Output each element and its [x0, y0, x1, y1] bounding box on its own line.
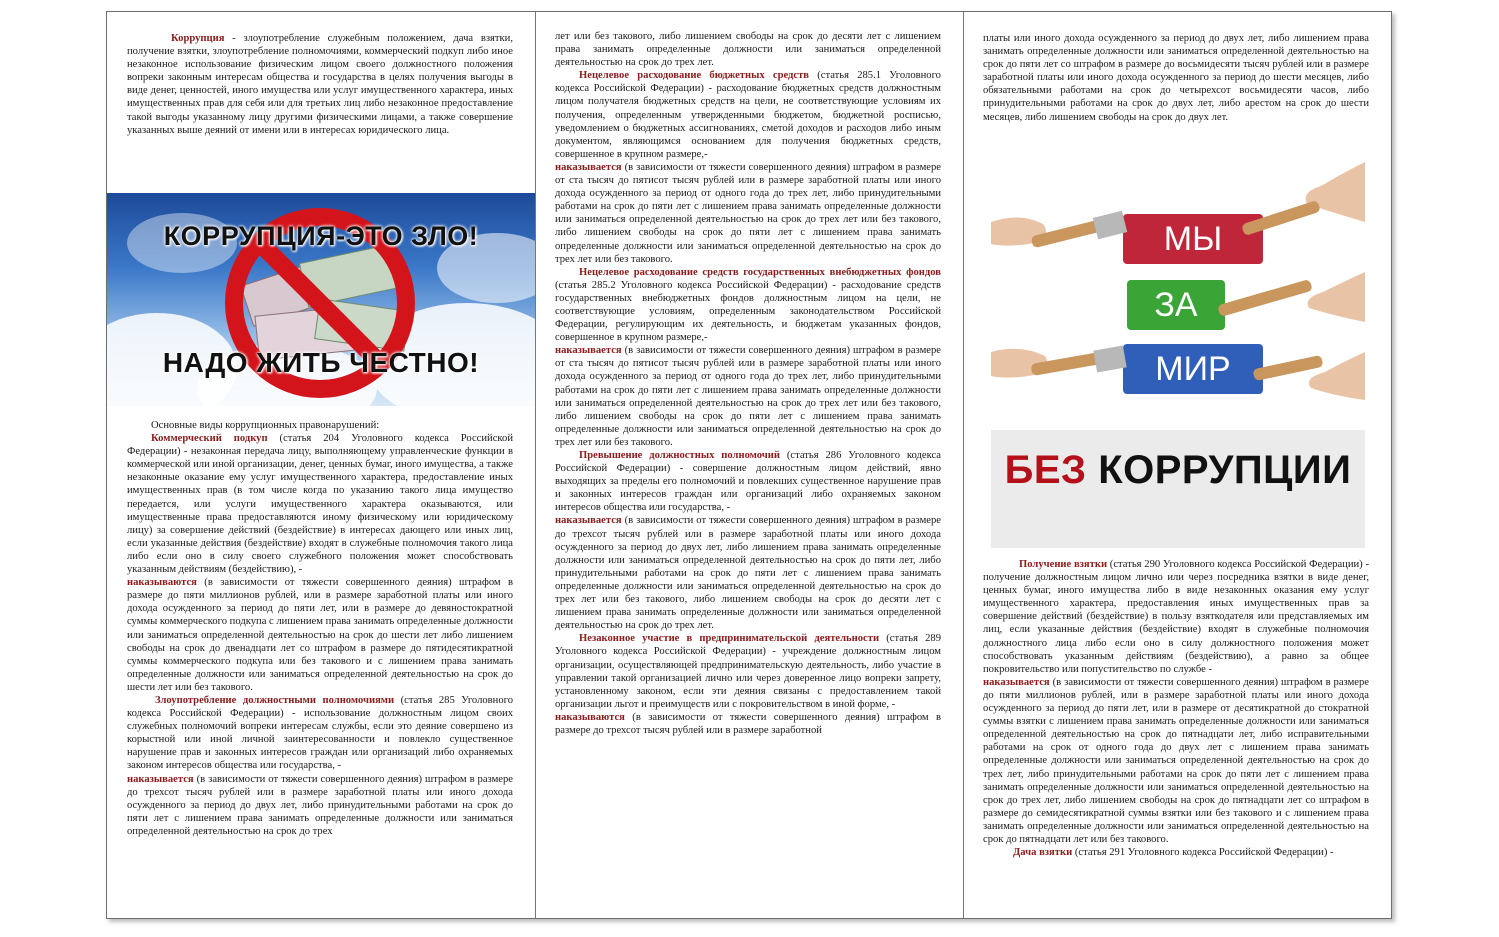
section-title: Коммерческий подкуп [151, 433, 268, 445]
punishment-exceeding-authority [555, 514, 941, 632]
offense-types [127, 419, 513, 838]
punishment-abuse-of-power [127, 773, 513, 838]
section-title: Получение взятки [1019, 559, 1108, 570]
section-text: - учреждение должностным лицом организации, осуществляющей предпринимательскую деятельность, либо участие в управлении такой организацией лично или через доверенное лицо вопреки запрету, установленному законом, если эти деяния связаны с предоставлением такой организации льгот и преимуществ или с покровительством в иной форме, - [555, 646, 942, 710]
banner-corruption-is-evil [107, 193, 535, 406]
section-title: Злоупотребление должностными полномочиями [155, 694, 395, 706]
punishment-text: (в зависимости от тяжести совершенного деяния) штрафом в размере до пяти миллионов рублей, или в размере заработной платы или иного дохода осужденного за период до пяти лет, или в размере от десятикратной до стократной суммы взятки с лишением права занимать определенные должности или заниматься определенной деятельностью на срок до пятнадцати лет, либо исправительными работами на срок от одного года до двух лет с лишением права занимать определенные должности или заниматься определенной деятельностью на срок до трех лет, либо принудительными работами на срок до пяти лет с лишением права занимать определенные должности или заниматься определенной деятельностью на срок до трех лет, либо лишением свободы на срок до пятнадцати лет со штрафом в размере до семидесятикратной суммы взятки или без такового и с лишением права занимать определенные должности или заниматься определенной деятельностью на срок до пятнадцати лет или без такового. [983, 676, 1369, 845]
punishment-text: (в зависимости от тяжести совершенного деяния) штрафом в размере до пяти миллионов рублей, или в размере заработной платы или иного дохода осужденного за период до пяти лет, или в размере до девяностократной суммы коммерческого подкупа с лишением права занимать определенные должности или заниматься определенной деятельностью на срок до шести лет либо лишением свободы на срок до двенадцати лет со штрафом в размере до пятидесятикратной суммы коммерческого подкупа или без такового и с лишением права занимать определенные должности или заниматься определенной деятельностью на срок до шести лет или без такового. [127, 577, 513, 693]
section-title: Нецелевое расходование средств государственных внебюджетных фондов [579, 266, 941, 278]
section-ref: (статья 286 Уголовного кодекса Российской Федерации) [555, 450, 941, 475]
punishment-label: наказывается [555, 515, 622, 527]
section-exceeding-authority [555, 449, 941, 514]
column-2-content [555, 30, 941, 737]
continued-text: платы или иного дохода осужденного за период до двух лет, либо лишением права занимать определенные должности или заниматься определенной деятельностью на срок до пяти лет со штрафом в размере до восьмидесяти тысяч рублей или в размере заработной платы или иного дохода осужденного за период до шести месяцев, либо обязательными работами на срок до четырехсот восьмидесяти часов, либо принудительными работами на срок до двух лет, либо арестом на срок до шести месяцев, либо лишением свободы на срок до двух лет. [983, 33, 1369, 123]
section-ref: (статья 285.1 Уголовного кодекса Российской Федерации) [555, 70, 941, 95]
punishment-text: (в зависимости от тяжести совершенного деяния) штрафом в размере до трехсот тысяч рублей или в размере заработной платы или иного дохода осужденного за период до двух лет, либо принудительными работами на срок до пяти лет с лишением права занимать определенные должности или заниматься определенной деятельностью на срок до трех [127, 773, 513, 837]
poster-word-2: ЗА [1154, 286, 1198, 324]
column-2 [535, 12, 964, 918]
poster-slogan-black: КОРРУПЦИИ [1086, 448, 1352, 492]
punishment-funds-misuse [555, 344, 941, 449]
definition-text: - злоупотребление служебным положением, дача взятки, получение взятки, злоупотребление полномочиями, коммерческий подкуп либо иное незаконное использование физическим лицом своего должностного положения вопреки законным интересам общества и государства в целях получения выгоды в виде денег, ценностей, иного имущества или услуг имущественного характера, иных имущественных прав для себя или для третьих лиц либо незаконное предоставление такой выгоды указанному лицу другими физическими лицами, а также совершение указанных выше деяний от имени или в интересах юридического лица. [127, 33, 513, 136]
section-title: Дача взятки [1013, 847, 1073, 859]
section-ref: (статья 289 Уголовного кодекса Российской Федерации) [555, 633, 941, 658]
paintbrush-icon [991, 152, 1365, 430]
poster-word-3: МИР [1155, 350, 1231, 388]
section-text: - получение должностным лицом лично или через посредника взятки в виде денег, ценных бумаг, иного имущества либо в виде незаконных оказания ему услуг имущественного характера, предоставления иных имущественных прав за совершение действий (бездействие) в пользу взяткодателя или представляемых им лиц, если указанные действия (бездействие) входят в служебные полномочия должностного лица либо если оно в силу должностного положения может способствовать указанным действиям (бездействию), а равно за общее покровительство или попустительство по службе - [983, 559, 1369, 675]
section-illegal-business [555, 632, 941, 711]
banner-title-top: КОРРУПЦИЯ-ЭТО ЗЛО! [163, 221, 479, 251]
section-title: Превышение должностных полномочий [579, 450, 780, 461]
punishment-text: (в зависимости от тяжести совершенного деяния) штрафом в размере от ста тысяч до пятисот тысяч рублей или в размере заработной платы или иного дохода осужденного за период от одного года до трех лет, либо принудительными работами на срок до пяти лет с лишением права занимать определенные должности или заниматься определенной деятельностью на срок до трех лет или без такового, либо лишением свободы на срок до пяти лет с лишением права занимать определенные должности или заниматься определенной деятельностью на срок до трех лет или без такового. [555, 345, 941, 448]
types-heading: Основные виды коррупционных правонарушений: [151, 420, 380, 431]
poster-slogan [991, 448, 1365, 493]
punishment-label: наказывается [983, 676, 1050, 688]
punishment-label: наказывается [127, 773, 194, 785]
column-3-continued [983, 32, 1369, 124]
punishment-budget-misuse [555, 161, 941, 266]
punishment-illegal-business [555, 711, 941, 737]
definition-paragraph [127, 32, 513, 137]
poster-we-are-for-peace [991, 152, 1365, 548]
poster-word-1: МЫ [1163, 220, 1223, 258]
column-3-bribery [983, 558, 1369, 859]
punishment-text: (в зависимости от тяжести совершенного деяния) штрафом в размере до трехсот тысяч рублей или в размере заработной платы или иного дохода осужденного за период до двух лет, либо лишением права занимать определенные должности или заниматься определенной деятельностью на срок до пяти лет, либо принудительными работами на срок до пяти лет с лишением права занимать определенные должности или заниматься определенной деятельностью на срок до трех лет или без такового, либо лишением свободы на срок до десяти лет с лишением права занимать определенные должности или заниматься определенной деятельностью на срок до трех лет. [555, 515, 941, 632]
punishment-taking-bribe [983, 676, 1369, 846]
section-budget-misuse [555, 69, 941, 161]
punishment-text: (в зависимости от тяжести совершенного деяния) штрафом в размере до трехсот тысяч рублей или в размере заработной [555, 711, 941, 736]
section-funds-misuse [555, 266, 941, 345]
continued-text: лет или без такового, либо лишением свободы на срок до десяти лет с лишением права занимать определенные должности или заниматься определенной деятельностью на срок до трех лет. [555, 31, 941, 69]
punishment-label: наказывается [555, 345, 622, 357]
section-ref: (статья 204 Уголовного кодекса Российской Федерации) [127, 433, 514, 458]
section-text: - незаконная передача лицу, выполняющему управленческие функции в коммерческой или иной организации, денег, ценных бумаг, иного имущества, а также незаконные оказание ему услуг имущественного характера, предоставление иных имущественных прав (в том числе когда по указанию такого лица имущество передается, или услуги имущественного характера оказываются, или имущественные права предоставляются иному физическому или юридическому лицу) за совершение действий (бездействие) в интересах дающего или иных лиц, если указанные действия (бездействие) входят в служебные полномочия такого лица либо если оно в силу своего служебного положения может способствовать указанным действиям (бездействию), - [127, 446, 513, 576]
section-title: Незаконное участие в предпринимательской деятельности [579, 633, 880, 645]
corruption-definition [127, 32, 513, 137]
section-text: - расходование бюджетных средств должностным лицом получателя бюджетных средств на цели, не соответствующие условиям их получения, определенным утвержденными бюджетом, бюджетной росписью, уведомлением о бюджетных ассигнованиях, сметой доходов и расходов либо иным документом, являющимся основанием для получения бюджетных средств, совершенное в крупном размере,- [555, 83, 942, 160]
punishment-text: (в зависимости от тяжести совершенного деяния) штрафом в размере от ста тысяч до пятисот тысяч рублей или в размере заработной платы или иного дохода осужденного за период от одного года до трех лет, либо принудительными работами на срок до пяти лет с лишением права занимать определенные должности или заниматься определенной деятельностью на срок до трех лет или без такового, либо лишением свободы на срок до пяти лет с лишением права занимать определенные должности или заниматься определенной деятельностью на срок до трех лет или без такового. [555, 161, 941, 265]
section-abuse-of-power [127, 694, 513, 773]
section-ref: (статья 285.2 Уголовного кодекса Российской Федерации) [555, 279, 828, 291]
punishment-commercial-bribery [127, 576, 513, 694]
column-3 [963, 12, 1391, 918]
section-taking-bribe [983, 558, 1369, 676]
section-text: - расходование средств государственных внебюджетных фондов должностным лицом на цели, не соответствующие условиям, определенным законодательством Российской Федерации, регулирующим их деятельность, и бюджетам указанных фондов, совершенное в крупном размере,- [555, 279, 941, 344]
column-1 [107, 12, 536, 918]
poster-slogan-red: БЕЗ [1004, 448, 1087, 492]
section-title: Нецелевое расходование бюджетных средств [579, 70, 810, 82]
section-text: - использование должностным лицом своих служебных полномочий вопреки интересам службы, если это деяние совершено из корыстной или иной личной заинтересованности и повлекло существенное нарушение прав и законных интересов граждан или организаций либо охраняемых законом интересов общества или государства, - [127, 708, 513, 772]
section-giving-bribe [983, 846, 1369, 859]
punishment-label: наказывается [555, 161, 622, 173]
brochure-sheet [106, 11, 1392, 919]
section-text: - совершение должностным лицом действий, явно выходящих за пределы его полномочий и повлекших существенное нарушение прав и законных интересов граждан или организаций либо охраняемых законом интересов общества или государства, - [555, 463, 942, 514]
term-corruption: Коррупция [171, 33, 225, 44]
section-ref: (статья 290 Уголовного кодекса Российской Федерации) [1107, 559, 1363, 570]
punishment-label: наказываются [127, 577, 197, 589]
section-ref: (статья 285 Уголовного кодекса Российской Федерации) [127, 694, 514, 720]
punishment-label: наказываются [555, 711, 625, 723]
section-ref: (статья 291 Уголовного кодекса Российской Федерации) - [1072, 847, 1334, 859]
section-commercial-bribery [127, 432, 513, 576]
banner-title-bottom: НАДО ЖИТЬ ЧЕСТНО! [162, 347, 480, 378]
